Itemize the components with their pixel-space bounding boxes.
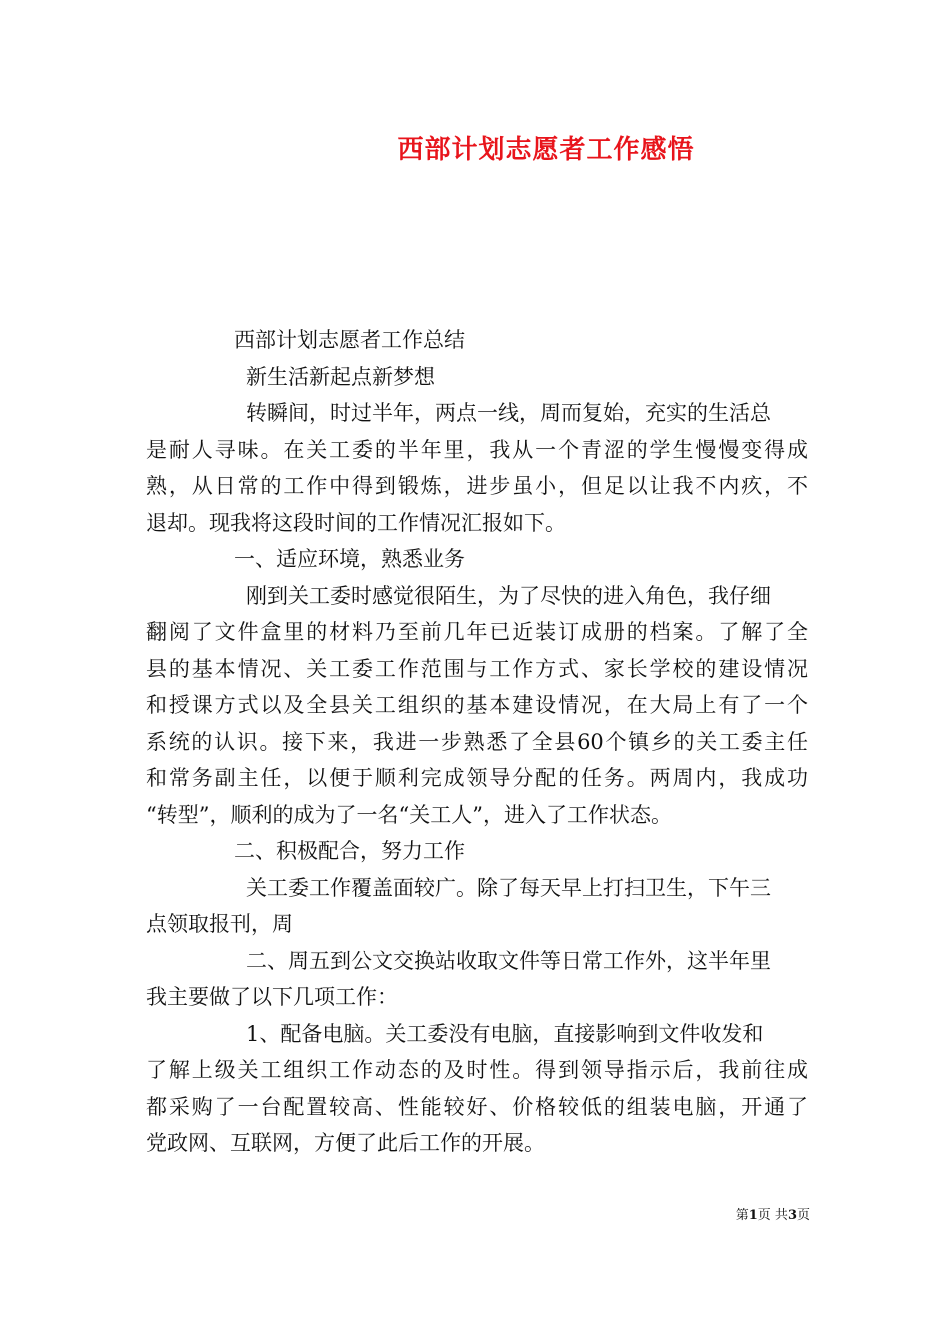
paragraph-line: 熟，从日常的工作中得到锻炼，进步虽小，但足以让我不内疚，不	[146, 474, 808, 498]
paragraph-line: 退却。现我将这段时间的工作情况汇报如下。	[146, 510, 566, 535]
paragraph-line: 点领取报刊，周	[146, 912, 293, 936]
paragraph-line: 和常务副主任，以便于顺利完成领导分配的任务。两周内，我成功	[146, 766, 808, 790]
paragraph-line: 了解上级关工组织工作动态的及时性。得到领导指示后，我前往成	[146, 1058, 808, 1082]
paragraph-line: 二、周五到公文交换站收取文件等日常工作外，这半年里	[246, 948, 771, 973]
paragraph-line: 转瞬间，时过半年，两点一线，周而复始，充实的生活总	[246, 401, 771, 425]
page-number-footer	[700, 1204, 810, 1223]
paragraph-line: 和授课方式以及全县关工组织的基本建设情况，在大局上有了一个	[146, 693, 808, 717]
paragraph-line: 我主要做了以下几项工作：	[146, 985, 398, 1009]
paragraph-line: 刚到关工委时感觉很陌生，为了尽快的进入角色，我仔细	[246, 583, 771, 608]
paragraph-line: 是耐人寻味。在关工委的半年里，我从一个青涩的学生慢慢变得成	[146, 437, 808, 462]
footer-prefix: 第	[735, 1208, 749, 1223]
heading-summary: 西部计划志愿者工作总结	[234, 328, 465, 352]
section-heading-1: 一、适应环境，熟悉业务	[234, 547, 465, 571]
paragraph-line: “转型”，顺利的成为了一名“关工人”，进入了工作状态。	[146, 802, 672, 827]
document-body	[146, 322, 808, 1162]
footer-page-number: 1	[748, 1208, 758, 1223]
paragraph-line: 1、配备电脑。关工委没有电脑，直接影响到文件收发和	[246, 1021, 764, 1046]
heading-subtitle: 新生活新起点新梦想	[246, 364, 435, 389]
paragraph-line: 党政网、互联网，方便了此后工作的开展。	[146, 1131, 545, 1155]
paragraph-line: 系统的认识。接下来，我进一步熟悉了全县60个镇乡的关工委主任	[146, 729, 808, 754]
paragraph-line: 关工委工作覆盖面较广。除了每天早上打扫卫生，下午三	[246, 875, 771, 900]
paragraph-line: 都采购了一台配置较高、性能较好、价格较低的组装电脑，开通了	[146, 1094, 808, 1119]
footer-suffix: 页	[796, 1208, 810, 1223]
document-title: 西部计划志愿者工作感悟	[397, 135, 695, 165]
paragraph-line: 翻阅了文件盒里的材料乃至前几年已近装订成册的档案。了解了全	[146, 620, 808, 644]
section-heading-2: 二、积极配合，努力工作	[234, 839, 465, 863]
footer-total-pages: 3	[787, 1208, 797, 1223]
paragraph-line: 县的基本情况、关工委工作范围与工作方式、家长学校的建设情况	[146, 656, 808, 681]
footer-middle: 页 共	[757, 1208, 788, 1223]
